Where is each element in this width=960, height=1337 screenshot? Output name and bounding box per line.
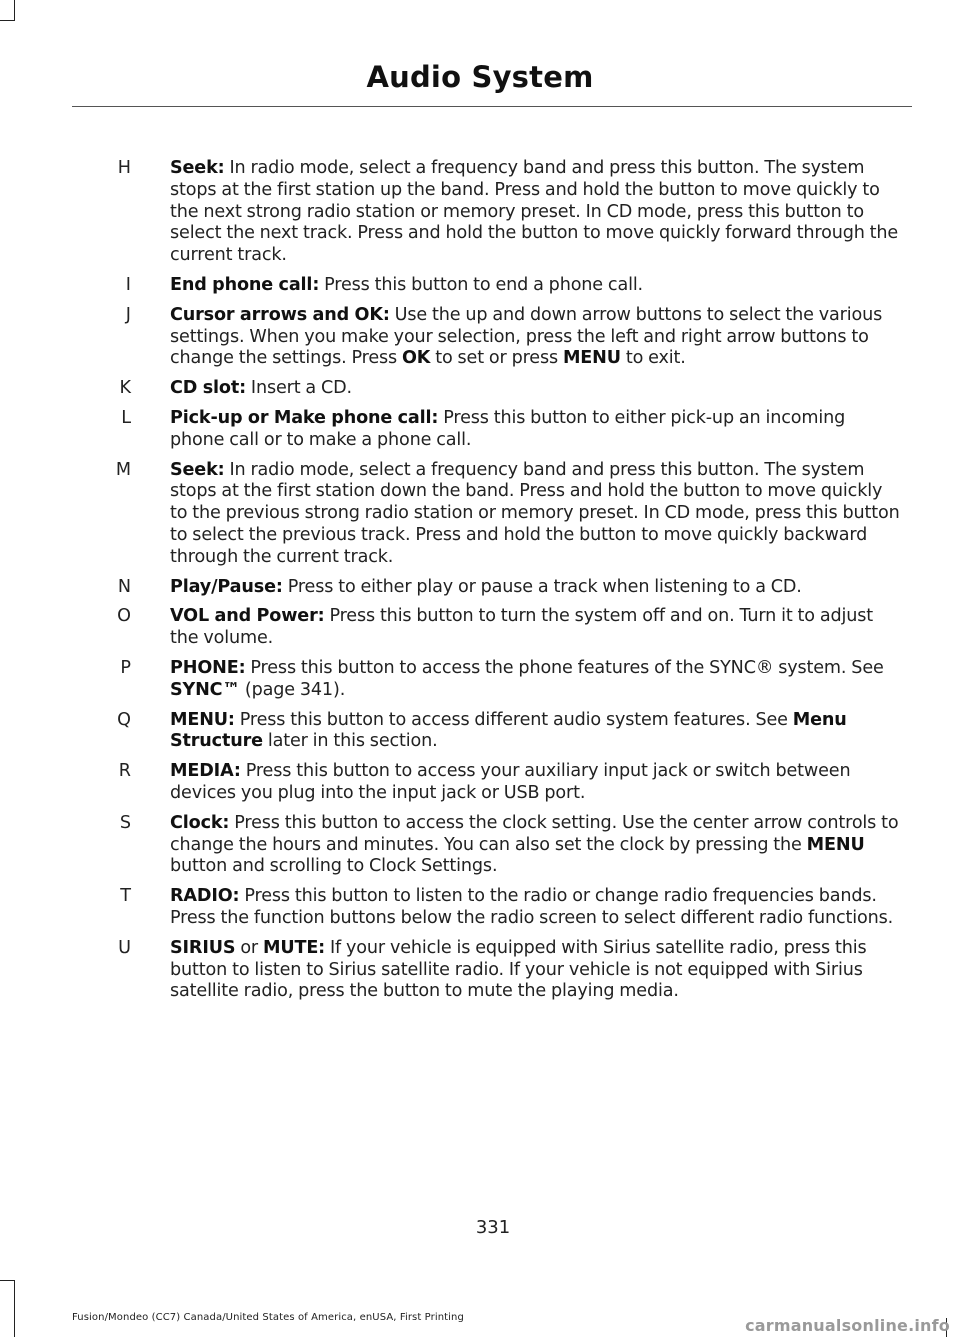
list-item: [0, 378, 960, 400]
item-text: Press this button to turn the system off and on. Turn it to adjust the volume.: [170, 606, 874, 649]
item-term: MUTE:: [262, 937, 326, 958]
item-term: SYNC™: [170, 679, 240, 700]
item-letter: Q: [117, 709, 131, 730]
item-text: Press this button to end a phone call.: [319, 274, 643, 295]
item-term: Pick-up or Make phone call:: [170, 407, 439, 428]
item-term: Play/Pause:: [170, 576, 283, 597]
item-description: [170, 938, 902, 1003]
list-item: [0, 938, 960, 1003]
item-text: If your vehicle is equipped with Sirius satellite radio, press this button to listen to Sirius satellite radio. If your vehicle is not equipped with Sirius satellite radio, press the button to mute the playing media.: [170, 937, 867, 1002]
item-term: VOL and Power:: [170, 606, 325, 627]
item-term: SIRIUS: [170, 937, 236, 958]
item-description: [170, 577, 902, 599]
item-text: Press this button to access the phone features of the SYNC® system. See: [245, 657, 884, 678]
item-description: [170, 813, 902, 878]
item-letter: R: [118, 761, 131, 782]
item-term: OK: [402, 348, 431, 369]
item-letter: O: [117, 606, 131, 627]
item-text: In radio mode, select a frequency band and press this button. The system stops at the first station down the band. Press and hold the button to move quickly to the previous strong radio station or memory preset. In CD mode, press this button to select the previous track. Press and hold the button to move quickly backward through the current track.: [170, 459, 900, 567]
item-description: [170, 761, 902, 805]
list-item: [0, 305, 960, 370]
list-item: [0, 460, 960, 569]
item-description: [170, 158, 902, 267]
item-term: PHONE:: [170, 657, 246, 678]
item-text: Press to either play or pause a track when listening to a CD.: [282, 576, 802, 597]
header-rule: [72, 106, 912, 107]
item-description: [170, 658, 902, 702]
list-item: [0, 275, 960, 297]
item-term: MENU:: [170, 709, 235, 730]
item-letter: J: [125, 304, 131, 325]
item-description: [170, 305, 902, 370]
item-text: later in this section.: [262, 731, 438, 752]
list-item: [0, 606, 960, 650]
item-text: Press this button to listen to the radio or change radio frequencies bands. Press the function buttons below the radio screen to select different radio functions.: [170, 886, 894, 928]
item-term: Seek:: [170, 158, 225, 178]
crop-mark-top-left-vertical: [14, 0, 15, 20]
item-term: CD slot:: [170, 378, 246, 399]
item-letter: L: [121, 407, 131, 428]
list-item: [0, 761, 960, 805]
item-term: Clock:: [170, 812, 230, 833]
item-letter: N: [117, 576, 131, 597]
item-letter: M: [115, 459, 131, 480]
item-description: [170, 275, 902, 297]
item-letter: U: [118, 937, 131, 958]
page-title: Audio System: [366, 60, 594, 94]
item-letter: S: [119, 812, 131, 833]
item-text: Press this button to access your auxiliary input jack or switch between devices you plug into the input jack or USB port.: [170, 761, 851, 803]
item-text: to exit.: [620, 348, 686, 369]
item-text: In radio mode, select a frequency band and press this button. The system stops at the first station up the band. Press and hold the button to move quickly to the next strong radio station or memory preset. In CD mode, press this button to select the next track. Press and hold the button to move quickly forward through the current track.: [170, 158, 899, 266]
item-text: Use the up and down arrow buttons to select the various settings. When you make your selection, press the left and right arrow buttons to change the settings. Press: [170, 304, 883, 369]
list-item: [0, 886, 960, 930]
item-description: [170, 460, 902, 569]
item-text: Press this button to either pick-up an incoming phone call or to make a phone call.: [170, 407, 846, 450]
item-description: [170, 710, 902, 754]
item-term: Cursor arrows and OK:: [170, 304, 390, 325]
list-item: [0, 408, 960, 452]
crop-mark-top-left-horizontal: [0, 20, 15, 21]
list-item: [0, 710, 960, 754]
item-description: [170, 408, 902, 452]
item-description: [170, 606, 902, 650]
item-letter: K: [119, 378, 131, 399]
item-letter: P: [120, 657, 131, 678]
list-item: [0, 658, 960, 702]
crop-mark-bottom-left-vertical: [14, 1280, 15, 1337]
list-item: [0, 813, 960, 878]
item-term: Menu Structure: [170, 709, 847, 752]
watermark[interactable]: carmanualsonline.info: [745, 1316, 950, 1335]
item-text: Press this button to access different audio system features. See: [234, 709, 793, 730]
item-text: or: [235, 937, 263, 958]
item-term: RADIO:: [170, 886, 240, 907]
crop-mark-bottom-left-horizontal: [0, 1280, 15, 1281]
item-term: End phone call:: [170, 274, 320, 295]
item-term: Seek:: [170, 459, 225, 480]
item-description: [170, 378, 902, 400]
page-number: 331: [475, 1217, 511, 1238]
list-item: [0, 158, 960, 267]
item-term: MEDIA:: [170, 761, 241, 782]
item-list: [0, 158, 960, 1011]
list-item: [0, 577, 960, 599]
item-term: MENU: [806, 834, 865, 855]
item-text: Press this button to access the clock setting. Use the center arrow controls to change the hours and minutes. You can also set the clock by pressing the: [170, 812, 899, 855]
item-letter: I: [125, 274, 131, 295]
item-text: to set or press: [430, 348, 563, 369]
item-letter: H: [117, 158, 131, 178]
item-text: Insert a CD.: [245, 378, 352, 399]
footer-text: Fusion/Mondeo (CC7) Canada/United States of America, enUSA, First Printing: [72, 1312, 464, 1323]
item-text: (page 341).: [239, 679, 346, 700]
item-description: [170, 886, 902, 930]
item-text: button and scrolling to Clock Settings.: [170, 856, 498, 877]
item-letter: T: [120, 886, 131, 907]
item-term: MENU: [562, 348, 621, 369]
